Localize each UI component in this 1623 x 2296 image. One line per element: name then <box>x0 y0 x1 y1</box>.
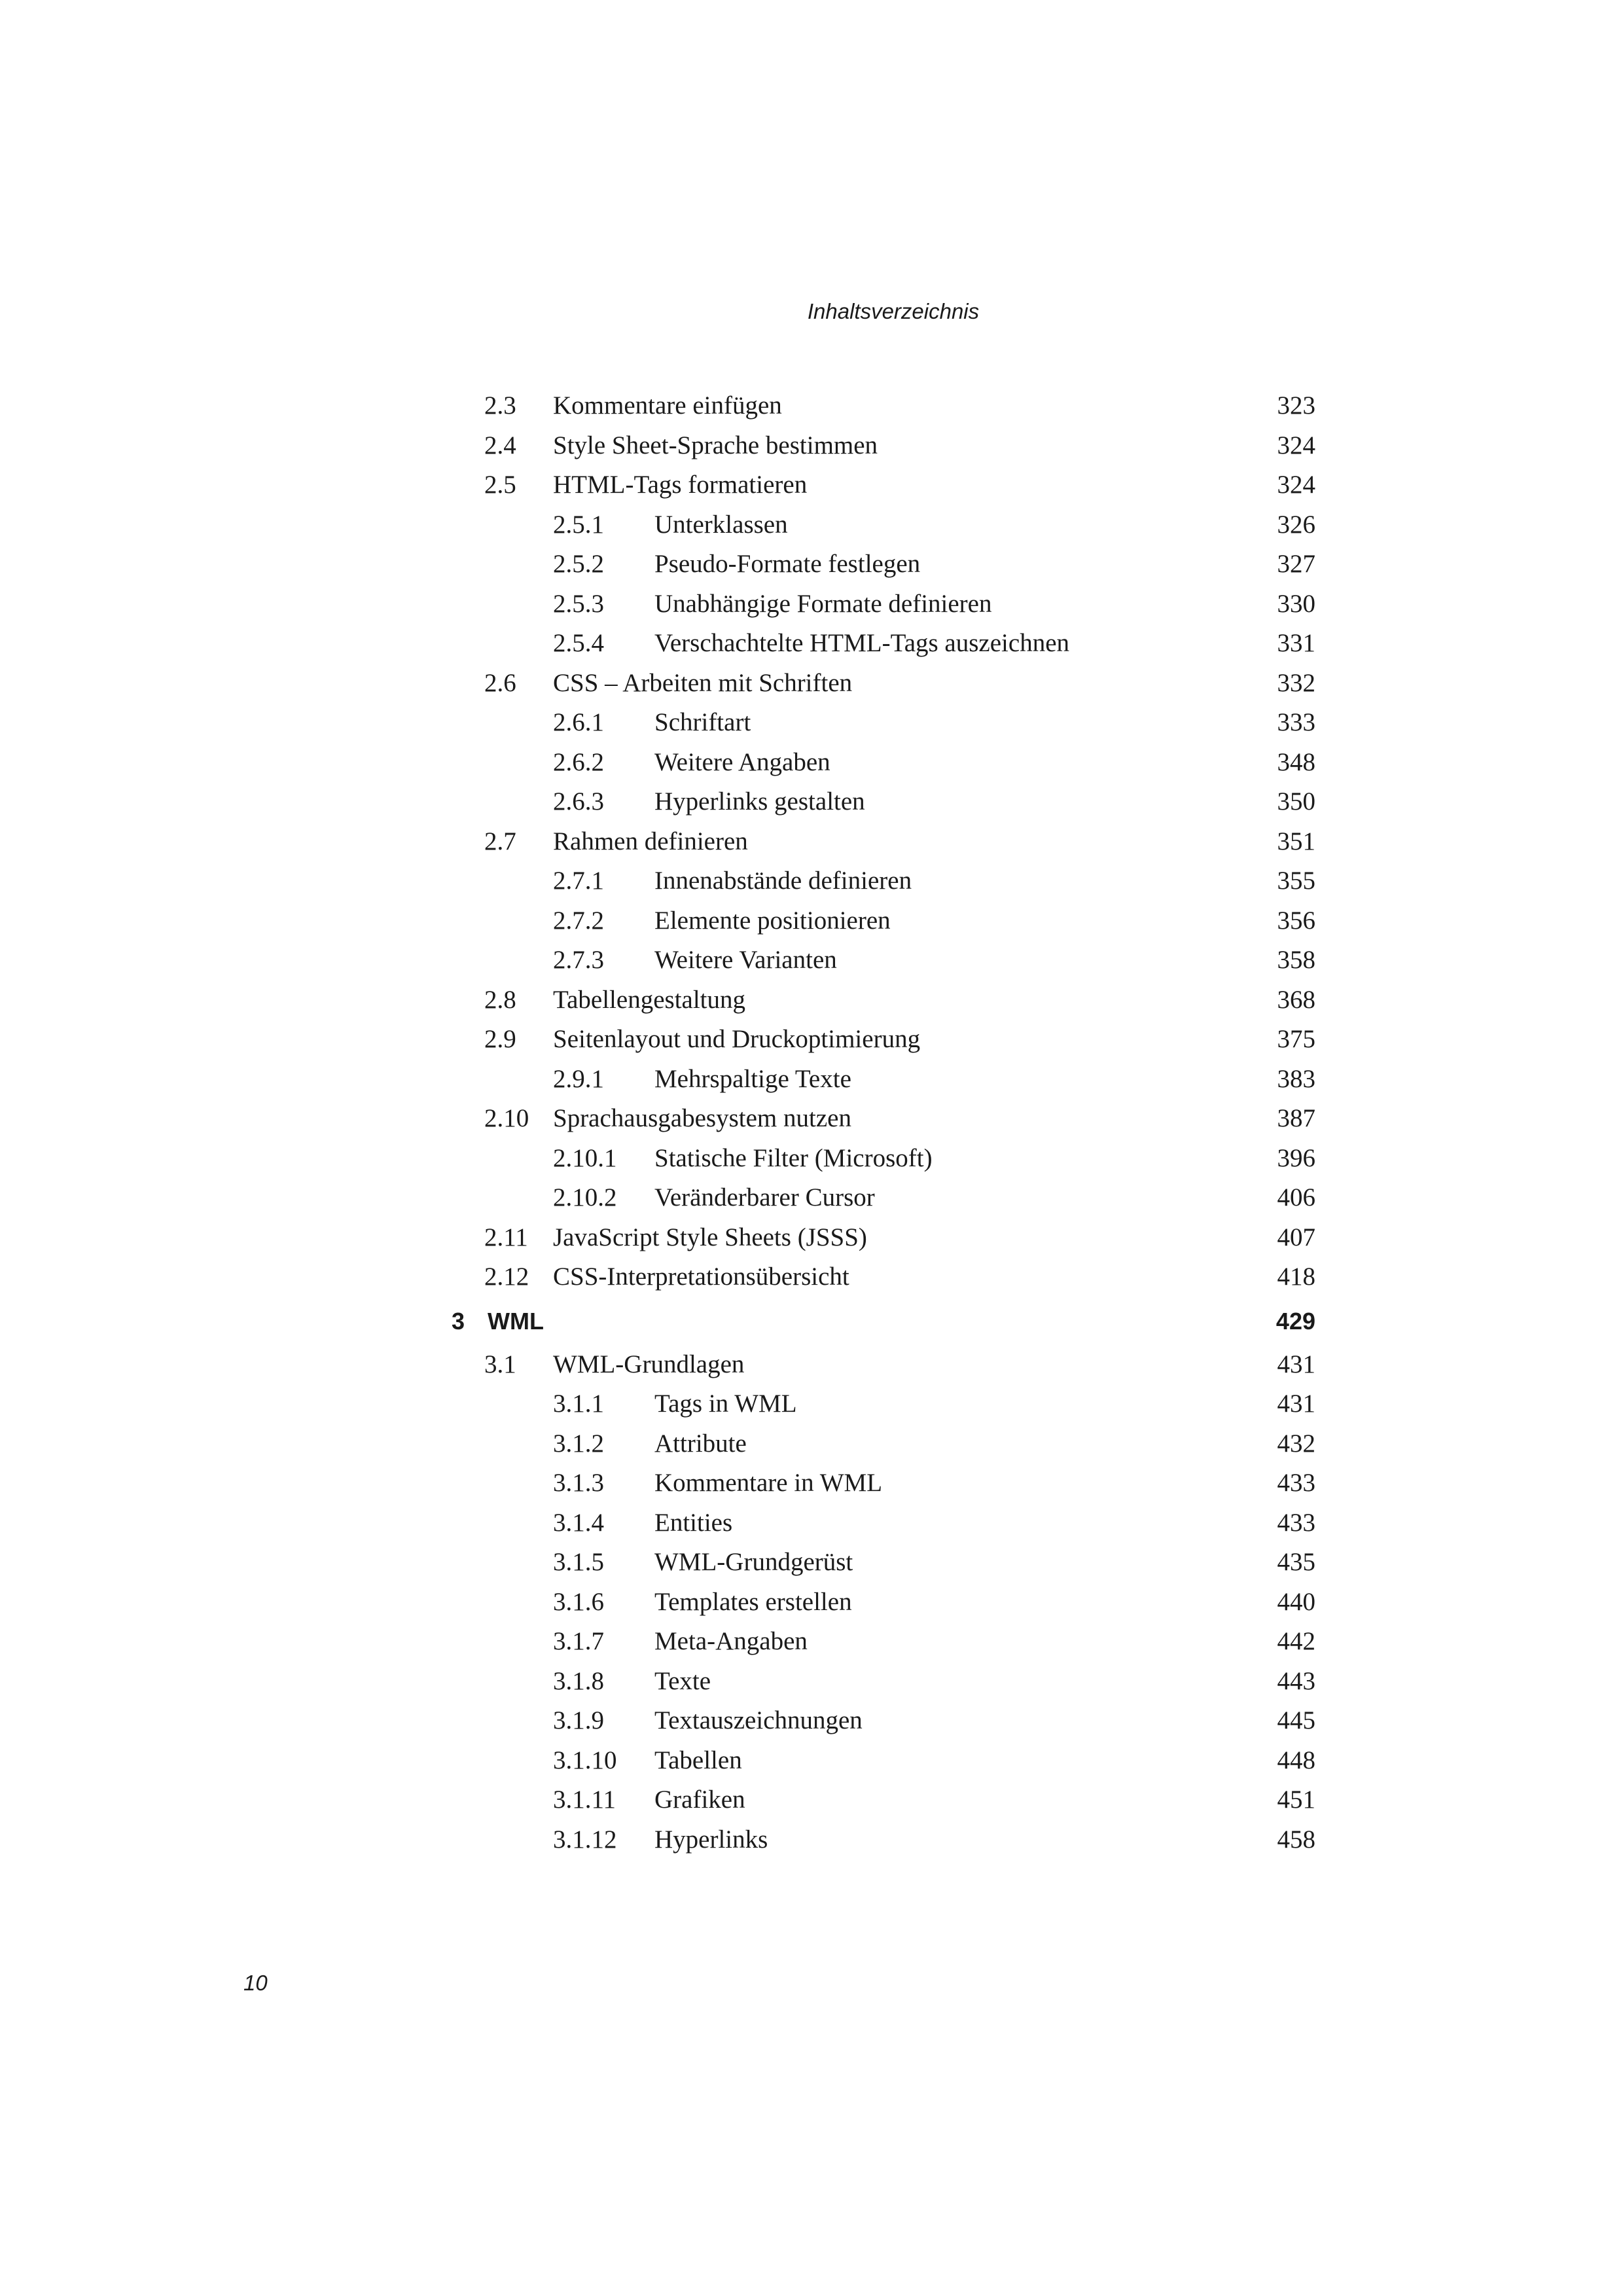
toc-entry-page: 432 <box>1277 1429 1315 1458</box>
toc-entry-title: Mehrspaltige Texte <box>654 1064 851 1093</box>
toc-entry-page: 407 <box>1277 1223 1315 1251</box>
toc-entry <box>452 1583 1315 1623</box>
toc-entry-number: 2.6.1 <box>553 708 604 736</box>
toc-entry-page: 351 <box>1277 827 1315 855</box>
toc-entry-title: Unterklassen <box>654 510 788 539</box>
toc-entry-page: 333 <box>1277 708 1315 736</box>
toc-entry-title: WML-Grundlagen <box>553 1350 745 1378</box>
toc-entry-page: 330 <box>1277 589 1315 618</box>
toc-entry-title: Meta-Angaben <box>654 1627 808 1655</box>
toc-entry-number: 3.1.7 <box>553 1627 604 1655</box>
toc-entry-title: Weitere Angaben <box>654 747 830 776</box>
toc-entry-page: 442 <box>1277 1627 1315 1655</box>
toc-entry-page: 433 <box>1277 1508 1315 1537</box>
toc-entry-number: 2.8 <box>484 985 516 1014</box>
toc-entry <box>452 703 1315 743</box>
toc-entry-number: 3.1.12 <box>553 1825 617 1854</box>
toc-entry-title: Pseudo-Formate festlegen <box>654 550 921 578</box>
toc-entry-number: 3.1.6 <box>553 1587 604 1616</box>
toc-entry-number: 2.7.3 <box>553 946 604 974</box>
toc-entry <box>452 861 1315 901</box>
toc-entry <box>452 743 1315 783</box>
page-number: 10 <box>243 1971 268 1995</box>
toc-entry-page: 326 <box>1277 510 1315 539</box>
toc-entry <box>452 1257 1315 1297</box>
toc-entry <box>452 1543 1315 1583</box>
toc-entry-number: 3.1.9 <box>553 1706 604 1734</box>
toc-entry <box>452 901 1315 941</box>
toc-entry-page: 383 <box>1277 1064 1315 1093</box>
toc-entry-page: 323 <box>1277 391 1315 420</box>
toc-entry-page: 368 <box>1277 985 1315 1014</box>
toc-entry <box>452 584 1315 624</box>
toc-entry-number: 2.10 <box>484 1104 529 1132</box>
toc-entry-page: 443 <box>1277 1666 1315 1695</box>
toc-entry-page: 355 <box>1277 867 1315 895</box>
toc-entry-page: 451 <box>1277 1785 1315 1814</box>
toc-entry <box>452 1463 1315 1503</box>
toc-entry-number: 3.1 <box>484 1350 516 1378</box>
toc-entry-page: 458 <box>1277 1825 1315 1854</box>
toc-entry-page: 396 <box>1277 1143 1315 1172</box>
toc-entry-page: 445 <box>1277 1706 1315 1734</box>
toc-entry-title: Style Sheet-Sprache bestimmen <box>553 431 878 459</box>
toc-entry <box>452 545 1315 584</box>
table-of-contents <box>452 386 1315 1859</box>
toc-entry-page: 375 <box>1277 1025 1315 1053</box>
toc-entry-page: 406 <box>1277 1183 1315 1211</box>
toc-entry <box>452 1099 1315 1139</box>
toc-entry-title: HTML-Tags formatieren <box>553 471 808 499</box>
toc-entry-number: 2.4 <box>484 431 516 459</box>
toc-entry <box>452 664 1315 704</box>
toc-entry-page: 440 <box>1277 1587 1315 1616</box>
toc-entry-page: 429 <box>1275 1307 1315 1335</box>
toc-entry-number: 3.1.4 <box>553 1508 604 1537</box>
toc-entry-page: 332 <box>1277 668 1315 697</box>
toc-entry-title: Hyperlinks gestalten <box>654 787 865 816</box>
toc-entry-title: Elemente positionieren <box>654 906 891 935</box>
toc-entry-title: Innenabstände definieren <box>654 867 912 895</box>
toc-entry-title: Weitere Varianten <box>654 946 837 974</box>
toc-entry-number: 3 <box>452 1307 465 1335</box>
toc-entry-title: Tabellengestaltung <box>553 985 746 1014</box>
toc-entry-page: 358 <box>1277 946 1315 974</box>
toc-entry-page: 448 <box>1277 1746 1315 1774</box>
toc-entry <box>452 1701 1315 1741</box>
toc-entry-number: 2.5.3 <box>553 589 604 618</box>
toc-entry-page: 387 <box>1277 1104 1315 1132</box>
toc-entry <box>452 505 1315 545</box>
toc-entry <box>452 386 1315 426</box>
toc-entry-number: 2.6 <box>484 668 516 697</box>
toc-entry <box>452 1345 1315 1385</box>
toc-entry-number: 2.7.1 <box>553 867 604 895</box>
toc-entry-title: CSS-Interpretationsübersicht <box>553 1263 849 1291</box>
toc-entry <box>452 1178 1315 1218</box>
toc-entry-title: Seitenlayout und Druckoptimierung <box>553 1025 921 1053</box>
toc-entry-page: 324 <box>1277 431 1315 459</box>
toc-entry-number: 2.9.1 <box>553 1064 604 1093</box>
toc-entry-title: Hyperlinks <box>654 1825 768 1854</box>
toc-entry <box>452 1384 1315 1424</box>
toc-entry <box>452 465 1315 505</box>
toc-entry-title: Grafiken <box>654 1785 745 1814</box>
toc-entry-number: 2.6.2 <box>553 747 604 776</box>
toc-entry-page: 327 <box>1277 550 1315 578</box>
toc-entry-page: 331 <box>1277 629 1315 657</box>
toc-entry-title: Kommentare einfügen <box>553 391 782 420</box>
toc-entry <box>452 1741 1315 1781</box>
toc-entry <box>452 980 1315 1020</box>
toc-entry-title: Tags in WML <box>654 1390 797 1418</box>
toc-entry-number: 2.12 <box>484 1263 529 1291</box>
toc-entry-number: 2.9 <box>484 1025 516 1053</box>
toc-entry-title: Statische Filter (Microsoft) <box>654 1143 933 1172</box>
toc-entry-number: 3.1.5 <box>553 1548 604 1576</box>
toc-entry-number: 2.5.1 <box>553 510 604 539</box>
toc-entry-number: 2.3 <box>484 391 516 420</box>
running-head: Inhaltsverzeichnis <box>807 299 980 323</box>
toc-entry-title: Entities <box>654 1508 733 1537</box>
toc-entry <box>452 1662 1315 1702</box>
toc-entry <box>452 941 1315 980</box>
toc-entry-title: Veränderbarer Cursor <box>654 1183 875 1211</box>
toc-entry-number: 2.10.1 <box>553 1143 617 1172</box>
toc-entry <box>452 1139 1315 1179</box>
toc-entry-title: Rahmen definieren <box>553 827 748 855</box>
toc-entry <box>452 1780 1315 1820</box>
toc-entry <box>452 1503 1315 1543</box>
toc-entry-number: 2.5.2 <box>553 550 604 578</box>
toc-entry-number: 2.10.2 <box>553 1183 617 1211</box>
toc-entry-title: Kommentare in WML <box>654 1469 883 1497</box>
toc-entry-page: 431 <box>1277 1350 1315 1378</box>
toc-entry-page: 324 <box>1277 471 1315 499</box>
toc-entry-title: Texte <box>654 1666 711 1695</box>
toc-entry-title: Unabhängige Formate definieren <box>654 589 992 618</box>
toc-entry <box>452 1020 1315 1060</box>
toc-entry <box>452 782 1315 822</box>
toc-entry-number: 2.7.2 <box>553 906 604 935</box>
toc-entry-number: 3.1.3 <box>553 1469 604 1497</box>
toc-entry-page: 348 <box>1277 747 1315 776</box>
toc-entry-number: 2.5 <box>484 471 516 499</box>
toc-entry-number: 3.1.10 <box>553 1746 617 1774</box>
toc-entry-number: 2.7 <box>484 827 516 855</box>
toc-entry-number: 2.11 <box>484 1223 528 1251</box>
toc-entry-title: Sprachausgabesystem nutzen <box>553 1104 851 1132</box>
toc-chapter-heading <box>452 1297 1315 1345</box>
toc-entry <box>452 1820 1315 1860</box>
toc-entry <box>452 1622 1315 1662</box>
toc-entry-title: Templates erstellen <box>654 1587 852 1616</box>
toc-entry <box>452 1060 1315 1100</box>
toc-entry-number: 3.1.11 <box>553 1785 616 1814</box>
toc-entry-title: Schriftart <box>654 708 751 736</box>
toc-entry-number: 3.1.2 <box>553 1429 604 1458</box>
toc-entry <box>452 426 1315 466</box>
toc-entry-title: Tabellen <box>654 1746 742 1774</box>
toc-entry <box>452 1424 1315 1464</box>
toc-entry-title: JavaScript Style Sheets (JSSS) <box>553 1223 867 1251</box>
toc-entry-page: 418 <box>1277 1263 1315 1291</box>
toc-entry-title: WML-Grundgerüst <box>654 1548 853 1576</box>
toc-entry-page: 435 <box>1277 1548 1315 1576</box>
toc-entry <box>452 1218 1315 1258</box>
toc-entry-title: Verschachtelte HTML-Tags auszeichnen <box>654 629 1069 657</box>
toc-entry-page: 431 <box>1277 1390 1315 1418</box>
toc-entry <box>452 624 1315 664</box>
toc-entry-title: Textauszeichnungen <box>654 1706 863 1734</box>
toc-entry-number: 3.1.8 <box>553 1666 604 1695</box>
toc-entry-page: 356 <box>1277 906 1315 935</box>
toc-entry-number: 2.5.4 <box>553 629 604 657</box>
toc-entry-number: 2.6.3 <box>553 787 604 816</box>
toc-entry <box>452 822 1315 862</box>
toc-entry-page: 433 <box>1277 1469 1315 1497</box>
toc-entry-title: CSS – Arbeiten mit Schriften <box>553 668 853 697</box>
toc-entry-title: WML <box>488 1307 544 1335</box>
toc-entry-title: Attribute <box>654 1429 747 1458</box>
toc-entry-number: 3.1.1 <box>553 1390 604 1418</box>
toc-entry-page: 350 <box>1277 787 1315 816</box>
